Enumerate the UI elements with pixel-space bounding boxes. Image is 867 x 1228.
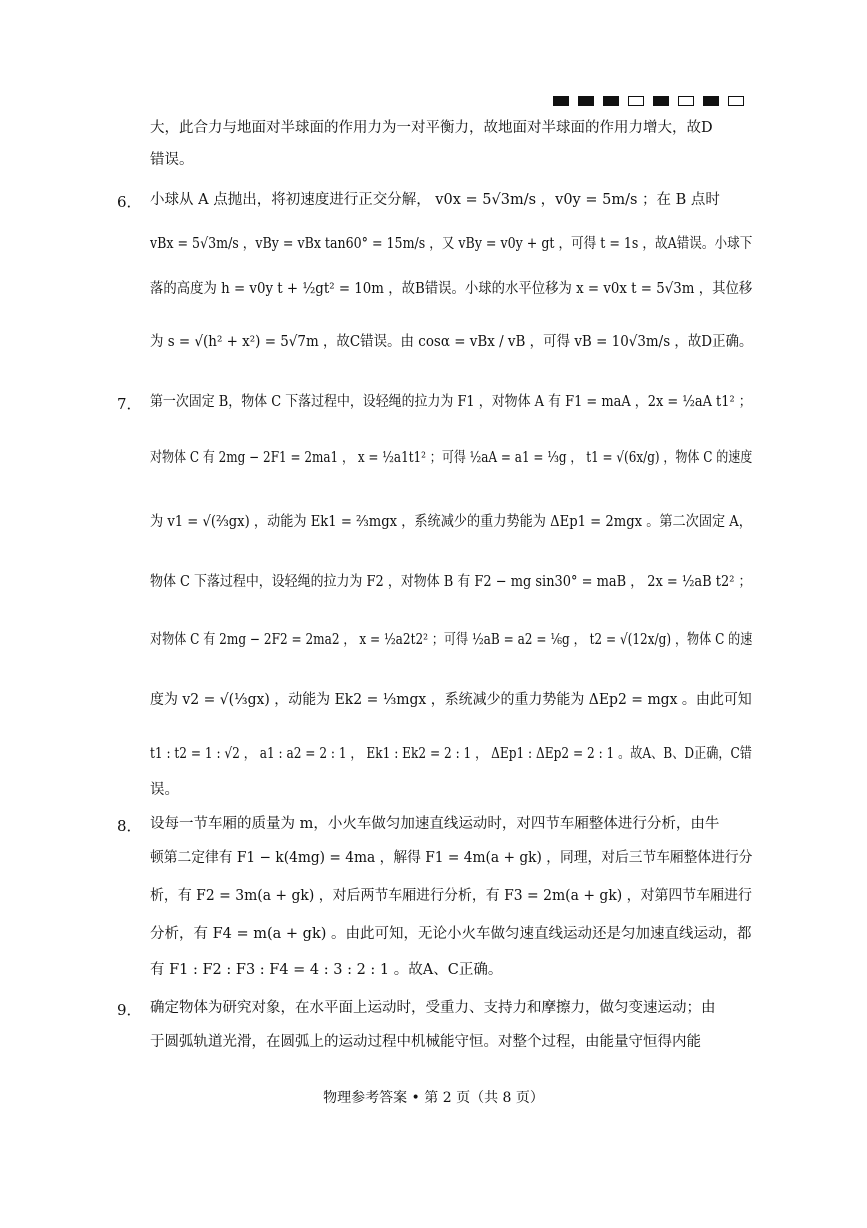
question-number-8: 8． [117, 817, 142, 835]
text-line: 第一次固定 B，物体 C 下落过程中，设轻绳的拉力为 F1 ，对物体 A 有 F1 = maA ，2x = ½aA t1² ； [150, 394, 752, 410]
header-mark-5 [653, 96, 669, 106]
text-line: 顿第二定律有 F1 − k(4mg) = 4ma ，解得 F1 = 4m(a + gk) ，同理，对后三节车厢整体进行分 [150, 850, 753, 866]
header-marks [553, 96, 744, 106]
text-line: 为 v1 = √(⅔gx) ，动能为 Ek1 = ⅔mgx ，系统减少的重力势能为 ΔEp1 = 2mgx 。第二次固定 A， [150, 514, 752, 530]
header-mark-1 [553, 96, 569, 106]
text-line: 为 s = √(h² + x²) = 5√7m ，故C错误。由 cosα = vBx / vB ，可得 vB = 10√3m/s ，故D正确。 [150, 334, 753, 350]
header-mark-2 [578, 96, 594, 106]
text-line: 有 F1 : F2 : F3 : F4 = 4 : 3 : 2 : 1 。故A、C正确。 [150, 962, 503, 978]
text-line: 设每一节车厢的质量为 m，小火车做匀加速直线运动时，对四节车厢整体进行分析，由牛 [150, 816, 720, 832]
text-line: 错误。 [150, 152, 194, 168]
header-mark-6 [678, 96, 694, 106]
header-mark-4 [628, 96, 644, 106]
text-line: 确定物体为研究对象，在水平面上运动时，受重力、支持力和摩擦力，做匀变速运动；由 [150, 1000, 716, 1016]
text-line: t1 : t2 = 1 : √2 ， a1 : a2 = 2 : 1 ， Ek1 : Ek2 = 2 : 1 ， ΔEp1 : ΔEp2 = 2 : 1 。故A、B、D正确，C错 [150, 746, 752, 762]
text-line: 误。 [150, 782, 179, 798]
header-mark-7 [703, 96, 719, 106]
text-line: 落的高度为 h = v0y t + ½gt² = 10m ，故B错误。小球的水平位移为 x = v0x t = 5√3m ，其位移 [150, 281, 753, 297]
text-line: 对物体 C 有 2mg − 2F1 = 2ma1 ， x = ½a1t1² ；可得 ½aA = a1 = ⅓g ， t1 = √(6x/g) ，物体 C 的速度 [150, 450, 753, 466]
text-line: 析，有 F2 = 3m(a + gk) ，对后两节车厢进行分析，有 F3 = 2m(a + gk) ，对第四节车厢进行 [150, 888, 752, 904]
text-line: 分析，有 F4 = m(a + gk) 。由此可知，无论小火车做匀速直线运动还是匀加速直线运动，都 [150, 926, 752, 942]
text-line: vBx = 5√3m/s ，vBy = vBx tan60° = 15m/s ，又 vBy = v0y + gt ，可得 t = 1s ，故A错误。小球下 [150, 236, 753, 252]
text-line: 小球从 A 点抛出，将初速度进行正交分解， v0x = 5√3m/s ，v0y = 5m/s ；在 B 点时 [150, 192, 720, 208]
question-number-6: 6． [117, 193, 142, 211]
header-mark-3 [603, 96, 619, 106]
question-number-9: 9． [117, 1001, 142, 1019]
text-line: 对物体 C 有 2mg − 2F2 = 2ma2 ， x = ½a2t2² ；可得 ½aB = a2 = ⅙g ， t2 = √(12x/g) ，物体 C 的速 [150, 632, 753, 648]
header-mark-8 [728, 96, 744, 106]
text-line: 大，此合力与地面对半球面的作用力为一对平衡力，故地面对半球面的作用力增大，故D [150, 120, 713, 136]
page-footer: 物理参考答案 • 第 2 页（共 8 页） [323, 1090, 544, 1106]
text-line: 度为 v2 = √(⅓gx) ，动能为 Ek2 = ⅓mgx ，系统减少的重力势能为 ΔEp2 = mgx 。由此可知 [150, 692, 752, 708]
text-line: 于圆弧轨道光滑，在圆弧上的运动过程中机械能守恒。对整个过程，由能量守恒得内能 [150, 1034, 701, 1050]
text-line: 物体 C 下落过程中，设轻绳的拉力为 F2 ，对物体 B 有 F2 − mg sin30° = maB ， 2x = ½aB t2² ； [150, 574, 752, 590]
question-number-7: 7． [117, 395, 142, 413]
